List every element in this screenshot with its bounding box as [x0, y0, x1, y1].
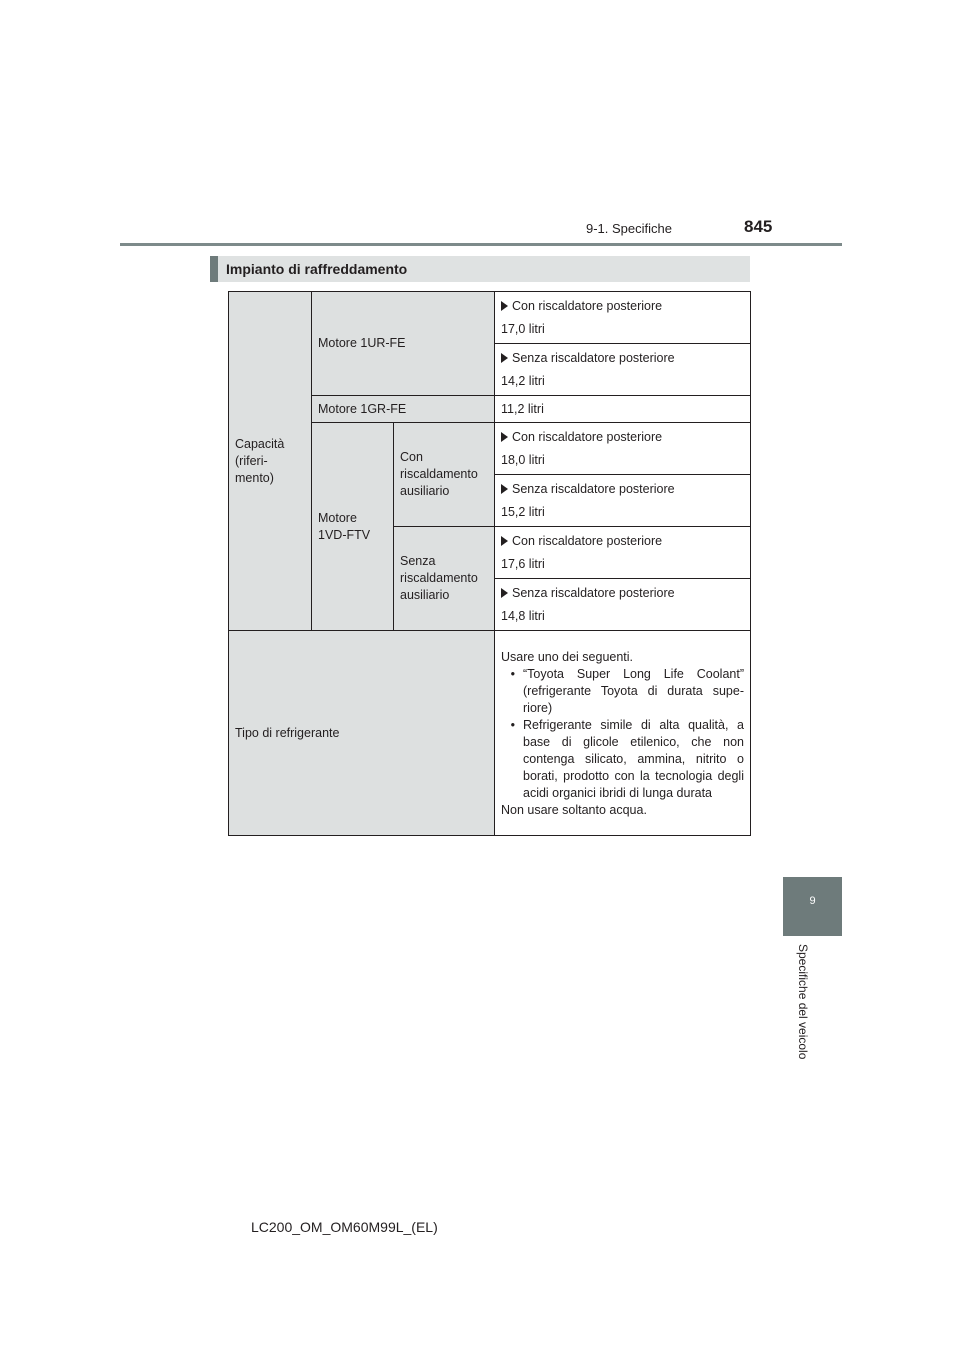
coolant-description: [495, 631, 751, 836]
list-item: • Refrigerante simile di alta qualità, a base di glicole etilenico, che non contenga silicato, ammina, nitrito o borati, prodotto con la tecnologia degli acidi organici ibridi di lunga durata: [501, 717, 744, 802]
arrow-right-icon: [501, 588, 508, 598]
option-label: Senza riscaldatore posteriore: [512, 586, 675, 600]
capacity-value: 14,8 litri: [501, 609, 545, 623]
chapter-label: Specifiche del veicolo: [796, 944, 810, 1060]
section-title: Impianto di raffreddamento: [226, 261, 408, 277]
capacity-value: 14,2 litri: [501, 374, 545, 388]
chapter-number: 9: [809, 895, 816, 907]
capacity-cell: [495, 579, 751, 631]
coolant-note: Non usare soltanto acqua.: [501, 803, 647, 817]
arrow-right-icon: [501, 432, 508, 442]
option-label: Con riscaldatore posteriore: [512, 430, 663, 444]
cooling-spec-table: [228, 291, 751, 836]
coolant-type-label: Tipo di refrigerante: [229, 631, 495, 836]
capacity-value: 17,0 litri: [501, 322, 545, 336]
page-number: 845: [744, 217, 773, 236]
engine-1vd-ftv-label: Motore 1VD-FTV: [312, 423, 394, 631]
capacity-cell: [495, 423, 751, 475]
option-label: Senza riscaldatore posteriore: [512, 351, 675, 365]
capacity-value: 11,2 litri: [495, 396, 751, 423]
engine-1ur-fe-label: Motore 1UR-FE: [312, 292, 495, 396]
with-aux-heating-label: Con riscaldamento ausiliario: [394, 423, 495, 527]
engine-1gr-fe-label: Motore 1GR-FE: [312, 396, 495, 423]
bullet-icon: •: [510, 718, 515, 732]
option-label: Con riscaldatore posteriore: [512, 534, 663, 548]
capacity-label: Capacità (riferi- mento): [229, 292, 312, 631]
capacity-cell: [495, 475, 751, 527]
section-heading: 9-1. Specifiche: [586, 221, 672, 236]
capacity-cell: [495, 292, 751, 344]
arrow-right-icon: [501, 301, 508, 311]
bullet-icon: •: [510, 667, 515, 681]
capacity-value: 15,2 litri: [501, 505, 545, 519]
header-rule: [120, 243, 842, 246]
section-title-bar: [210, 256, 750, 282]
footer-code: LC200_OM_OM60M99L_(EL): [251, 1219, 438, 1235]
option-label: Senza riscaldatore posteriore: [512, 482, 675, 496]
title-accent: [210, 256, 218, 282]
capacity-value: 17,6 litri: [501, 557, 545, 571]
coolant-intro: Usare uno dei seguenti.: [501, 650, 634, 664]
option-label: Con riscaldatore posteriore: [512, 299, 663, 313]
arrow-right-icon: [501, 353, 508, 363]
arrow-right-icon: [501, 484, 508, 494]
arrow-right-icon: [501, 536, 508, 546]
list-item: • “Toyota Super Long Life Coolant” (refrigerante Toyota di durata supe-riore): [501, 666, 744, 717]
capacity-cell: [495, 344, 751, 396]
chapter-tab: [783, 877, 842, 936]
without-aux-heating-label: Senza riscaldamento ausiliario: [394, 527, 495, 631]
capacity-cell: [495, 527, 751, 579]
capacity-value: 18,0 litri: [501, 453, 545, 467]
